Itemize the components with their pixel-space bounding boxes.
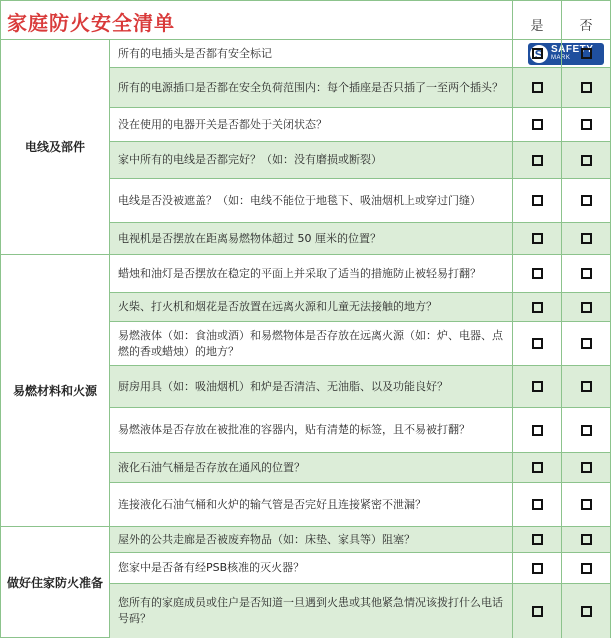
yes-checkbox[interactable] — [532, 499, 543, 510]
yes-checkbox[interactable] — [532, 462, 543, 473]
column-header-no: 否 — [561, 1, 610, 40]
question-text: 所有的电源插口是否都在安全负荷范围内：每个插座是否只插了一至两个插头？ — [118, 80, 503, 94]
no-cell[interactable] — [561, 453, 610, 482]
yes-checkbox[interactable] — [532, 82, 543, 93]
no-cell[interactable] — [561, 40, 610, 67]
yes-checkbox[interactable] — [532, 563, 543, 574]
yes-checkbox[interactable] — [532, 425, 543, 436]
checklist-row — [110, 293, 610, 322]
category-preparedness: 做好住家防火准备 — [1, 527, 110, 638]
checklist-row — [110, 322, 610, 366]
question-text: 火柴、打火机和烟花是否放置在远离火源和儿童无法接触的地方？ — [118, 300, 437, 313]
checklist-row — [110, 68, 610, 108]
question-text: 您家中是否备有经PSB核准的灭火器？ — [118, 561, 305, 574]
no-checkbox[interactable] — [581, 499, 592, 510]
yes-cell[interactable] — [512, 293, 561, 321]
no-checkbox[interactable] — [581, 119, 592, 130]
column-header-yes: 是 — [512, 1, 561, 40]
checklist-header — [1, 1, 610, 40]
checklist-row — [110, 108, 610, 142]
question-text: 家中所有的电线是否都完好？（如：没有磨损或断裂） — [118, 153, 382, 166]
yes-cell[interactable] — [512, 40, 561, 67]
checklist-row — [110, 527, 610, 553]
question-text: 液化石油气桶是否存放在通风的位置？ — [118, 460, 305, 474]
category-flammables: 易燃材料和火源 — [1, 255, 110, 527]
yes-checkbox[interactable] — [532, 268, 543, 279]
checklist-row — [110, 366, 610, 408]
yes-cell[interactable] — [512, 255, 561, 292]
yes-cell[interactable] — [512, 584, 561, 638]
yes-cell[interactable] — [512, 366, 561, 407]
question-text: 电线是否没被遮盖？（如：电线不能位于地毯下、吸油烟机上或穿过门缝） — [118, 193, 481, 207]
page-title: 家庭防火安全清单 — [7, 11, 175, 35]
no-checkbox[interactable] — [581, 195, 592, 206]
no-checkbox[interactable] — [581, 302, 592, 313]
no-checkbox[interactable] — [581, 563, 592, 574]
no-checkbox[interactable] — [581, 606, 592, 617]
question-text: 厨房用具（如：吸油烟机）和炉是否清洁、无油脂、以及功能良好？ — [118, 379, 448, 393]
yes-cell[interactable] — [512, 322, 561, 365]
no-checkbox[interactable] — [581, 534, 592, 545]
question-text: 您所有的家庭成员或住户是否知道一旦遇到火患或其他紧急情况该拨打什么电话号码？ — [118, 596, 503, 625]
question-text: 屋外的公共走廊是否被废弃物品（如：床垫、家具等）阻塞？ — [118, 532, 415, 546]
checklist-row — [110, 483, 610, 527]
question-text: 电视机是否摆放在距离易燃物体超过 50 厘米的位置？ — [118, 231, 381, 245]
no-cell[interactable] — [561, 553, 610, 583]
checklist-row — [110, 553, 610, 584]
no-cell[interactable] — [561, 322, 610, 365]
no-cell[interactable] — [561, 108, 610, 141]
yes-checkbox[interactable] — [532, 195, 543, 206]
yes-checkbox[interactable] — [532, 119, 543, 130]
no-cell[interactable] — [561, 255, 610, 292]
yes-cell[interactable] — [512, 108, 561, 141]
yes-cell[interactable] — [512, 483, 561, 526]
yes-cell[interactable] — [512, 553, 561, 583]
yes-cell[interactable] — [512, 223, 561, 254]
no-checkbox[interactable] — [581, 155, 592, 166]
checklist-row — [110, 223, 610, 255]
yes-cell[interactable] — [512, 408, 561, 452]
question-text: 易燃液体是否存放在被批准的容器内，贴有清楚的标签，且不易被打翻？ — [118, 423, 470, 436]
no-checkbox[interactable] — [581, 381, 592, 392]
yes-cell[interactable] — [512, 527, 561, 552]
yes-checkbox[interactable] — [532, 534, 543, 545]
yes-cell[interactable] — [512, 68, 561, 107]
no-checkbox[interactable] — [581, 425, 592, 436]
yes-checkbox[interactable] — [532, 48, 543, 59]
yes-cell[interactable] — [512, 453, 561, 482]
checklist-row — [110, 408, 610, 453]
question-text: 蜡烛和油灯是否摆放在稳定的平面上并采取了适当的措施防止被轻易打翻？ — [118, 266, 481, 280]
category-electrical: 电线及部件 — [1, 40, 110, 255]
yes-checkbox[interactable] — [532, 155, 543, 166]
question-text: 没在使用的电器开关是否都处于关闭状态？ — [118, 117, 327, 131]
checklist-row — [110, 179, 610, 223]
question-text: 所有的电插头是否都有安全标记 — [118, 46, 272, 60]
no-cell[interactable] — [561, 408, 610, 452]
checklist-row — [110, 40, 610, 68]
no-cell[interactable] — [561, 366, 610, 407]
checklist-row — [110, 255, 610, 293]
yes-checkbox[interactable] — [532, 606, 543, 617]
no-cell[interactable] — [561, 68, 610, 107]
no-cell[interactable] — [561, 142, 610, 178]
no-checkbox[interactable] — [581, 462, 592, 473]
no-checkbox[interactable] — [581, 48, 592, 59]
no-checkbox[interactable] — [581, 233, 592, 244]
checklist-row — [110, 584, 610, 638]
yes-checkbox[interactable] — [532, 302, 543, 313]
checklist-row — [110, 453, 610, 483]
safety-mark-word: SAFETY — [551, 44, 594, 55]
yes-checkbox[interactable] — [532, 338, 543, 349]
yes-cell[interactable] — [512, 179, 561, 222]
no-checkbox[interactable] — [581, 338, 592, 349]
no-cell[interactable] — [561, 527, 610, 552]
no-checkbox[interactable] — [581, 268, 592, 279]
safety-mark-icon: S — [530, 45, 548, 63]
safety-mark-sub: MARK — [551, 55, 571, 61]
no-cell[interactable] — [561, 293, 610, 321]
question-text: 连接液化石油气桶和火炉的输气管是否完好且连接紧密不泄漏？ — [118, 497, 426, 511]
no-cell[interactable] — [561, 584, 610, 638]
question-text: 易燃液体（如：食油或酒）和易燃物体是否存放在远离火源（如：炉、电器、点燃的香或蜡烛）的地方？ — [118, 328, 503, 358]
no-cell[interactable] — [561, 483, 610, 526]
checklist-row — [110, 142, 610, 179]
yes-checkbox[interactable] — [532, 381, 543, 392]
yes-checkbox[interactable] — [532, 233, 543, 244]
yes-cell[interactable] — [512, 142, 561, 178]
no-cell[interactable] — [561, 223, 610, 254]
no-cell[interactable] — [561, 179, 610, 222]
no-checkbox[interactable] — [581, 82, 592, 93]
